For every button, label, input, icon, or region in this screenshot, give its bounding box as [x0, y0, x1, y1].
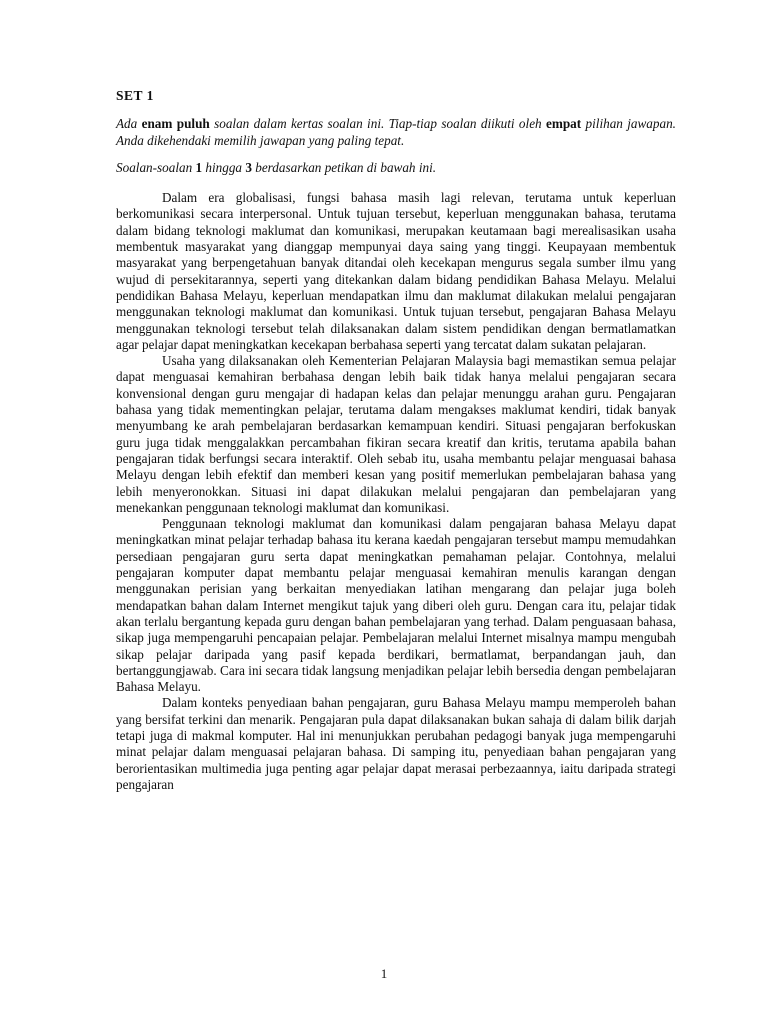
passage-paragraph-3: Penggunaan teknologi maklumat dan komunikasi dalam pengajaran bahasa Melayu dapat meningkatkan minat pelajar terhadap bahasa itu kerana kaedah pengajaran tersebut mampu memudahkan persediaan pengajaran guru serta dapat meningkatkan pemahaman pelajar. Contohnya, melalui pengajaran komputer dapat membantu pelajar menguasai kemahiran menulis karangan dengan menggunakan perisian yang berkaitan menyediakan latihan mengarang dan pelajar juga boleh mendapatkan bahan dalam Internet mengikut tajuk yang diberi oleh guru. Dengan cara itu, pelajar tidak akan terlalu bergantung kepada guru dengan bahan pembelajaran yang terhad. Dalam penguasaan bahasa, sikap juga mempengaruhi pencapaian pelajar. Pembelajaran melalui Internet misalnya mampu mengubah sikap pelajar daripada yang pasif kepada berdikari, bermatlamat, berpandangan jauh, dan bertanggungjawab. Cara ini secara tidak langsung menjadikan pelajar lebih bersedia dengan pembelajaran Bahasa Melayu.: [116, 516, 676, 695]
instructions-text-2: soalan dalam kertas soalan ini. Tiap-tiap soalan diikuti oleh: [209, 116, 546, 132]
question-range-end: 3: [245, 159, 252, 175]
question-range-start: 1: [195, 159, 203, 175]
page-content: [116, 88, 676, 793]
question-range: [116, 160, 676, 176]
instructions-bold-choices: empat: [546, 116, 582, 132]
passage-paragraph-2: Usaha yang dilaksanakan oleh Kementerian Pelajaran Malaysia bagi memastikan semua pelajar dapat menguasai kemahiran berbahasa dengan lebih baik tidak hanya melalui pengajaran secara konvensional dengan guru mengajar di hadapan kelas dan pelajar menunggu arahan guru. Pengajaran bahasa yang tidak mementingkan pelajar, terutama dalam mengakses maklumat kendiri, tidak banyak menyumbang ke arah pembelajaran berdasarkan kemampuan kendiri. Situasi pengajaran berfokuskan guru juga tidak menggalakkan percambahan fikiran secara kreatif dan kritis, terutama apabila bahan pengajaran tidak berfungsi secara interaktif. Oleh sebab itu, usaha membantu pelajar menguasai bahasa Melayu dengan lebih efektif dan memberi kesan yang positif memerlukan pembelajaran bahasa yang lebih menyeronokkan. Situasi ini dapat dilakukan melalui pengajaran dan pembelajaran yang menekankan penggunaan teknologi maklumat dan komunikasi.: [116, 353, 676, 515]
question-range-text-2: hingga: [202, 159, 246, 175]
instructions: [116, 116, 676, 149]
instructions-text-1: Ada: [116, 116, 142, 132]
question-range-text-1: Soalan-soalan: [116, 159, 196, 175]
instructions-text-3: pilihan jawapan. Anda dikehendaki memilih jawapan yang paling tepat.: [116, 116, 676, 148]
question-range-text-3: berdasarkan petikan di bawah ini.: [251, 159, 437, 175]
set-title: SET 1: [116, 88, 154, 103]
passage-paragraph-1: Dalam era globalisasi, fungsi bahasa masih lagi relevan, terutama untuk keperluan berkomunikasi secara interpersonal. Untuk tujuan tersebut, keperluan menggunakan bahasa, terutama dalam bidang teknologi maklumat dan komunikasi, merupakan keutamaan bagi merealisasikan usaha membentuk masyarakat yang dianggap mempunyai daya saing yang tinggi. Keupayaan membentuk masyarakat yang berpengetahuan banyak ditandai oleh kecekapan mengurus segala sumber ilmu yang wujud di persekitarannya, seperti yang ditekankan dalam bidang pendidikan Bahasa Melayu. Melalui pendidikan Bahasa Melayu, keperluan mendapatkan ilmu dan maklumat dilakukan melalui pengajaran menggunakan teknologi maklumat dan komunikasi. Untuk tujuan tersebut, pengajaran Bahasa Melayu menggunakan teknologi tersebut telah dilaksanakan dalam sistem pendidikan dengan bermatlamatkan agar pelajar dapat meningkatkan kecekapan berbahasa seperti yang tercatat dalam sukatan pelajaran.: [116, 190, 676, 352]
passage-paragraph-4: Dalam konteks penyediaan bahan pengajaran, guru Bahasa Melayu mampu memperoleh bahan yang bersifat terkini dan menarik. Pengajaran pula dapat dilaksanakan bukan sahaja di dalam bilik darjah tetapi juga di makmal komputer. Hal ini menunjukkan perubahan pedagogi banyak juga mempengaruhi minat pelajar dalam menguasai pelajaran bahasa. Di samping itu, penyediaan bahan pengajaran yang berorientasikan multimedia juga penting agar pelajar dapat merasai perbezaannya, iaitu daripada strategi pengajaran: [116, 695, 676, 792]
instructions-bold-count: enam puluh: [141, 116, 210, 132]
page-number: 1: [380, 966, 388, 981]
